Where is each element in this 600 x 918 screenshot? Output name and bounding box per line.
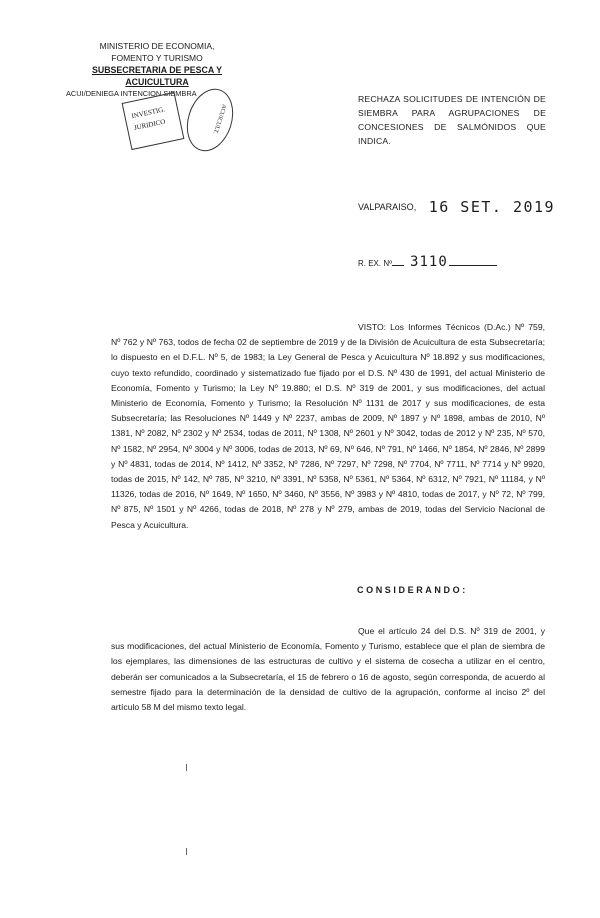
resolution-number-line xyxy=(358,254,497,270)
visto-paragraph: VISTO: Los Informes Técnicos (D.Ac.) Nº 759, Nº 762 y Nº 763, todos de fecha 02 de septiembre de 2019 y de la División de Acuicultura de esta Subsecretaría; lo dispuesto en el D.F.L. Nº 5, de 1983; la Ley General de Pesca y Acuicultura Nº 18.892 y sus modificaciones, cuyo texto refundido, coordinado y sistematizado fue fijado por el D.S. Nº 430 de 1991, del actual Ministerio de Economía, Fomento y Turismo; la Ley Nº 19.880; el D.S. Nº 319 de 2001, y sus modificaciones, del actual Ministerio de Economía, Fomento y Turismo; la Resolución Nº 1131 de 2017 y sus modificaciones, de esta Subsecretaría; las Resoluciones Nº 1449 y Nº 2237, ambas de 2009, Nº 1897 y Nº 1898, ambas de 2010, Nº 1381, Nº 2082, Nº 2302 y Nº 2534, todas de 2011, Nº 1308, Nº 2601 y Nº 3042, todas de 2012 y Nº 235, Nº 570, Nº 1582, Nº 2954, Nº 3004 y Nº 3006, todas de 2013, Nº 69, Nº 646, Nº 791, Nº 1466, Nº 1854, Nº 2846, Nº 2899 y Nº 4831, todas de 2014, Nº 1412, Nº 3352, Nº 7286, Nº 7297, Nº 7298, Nº 7704, Nº 7711, Nº 7714 y Nº 9920, todas de 2015, Nº 142, Nº 785, Nº 3210, Nº 3391, Nº 5358, Nº 5361, Nº 5364, Nº 6312, Nº 7921, Nº 11184, y Nº 11326, todas de 2016, Nº 1649, Nº 1650, Nº 3460, Nº 3556, Nº 3983 y Nº 4810, todas de 2017, y Nº 72, Nº 799, Nº 875, Nº 1501 y Nº 4266, todas de 2018, Nº 278 y Nº 279, ambas de 2019, todas del Servicio Nacional de Pesca y Acuicultura. xyxy=(111,322,545,530)
resolution-number: 3110 xyxy=(410,254,448,270)
resolution-label: R. EX. Nº xyxy=(358,259,393,268)
ministry-name-line1: MINISTERIO DE ECONOMIA, xyxy=(99,41,215,51)
margin-mark xyxy=(186,848,187,855)
oval-stamp-text-line2: ACUICULT. xyxy=(211,103,227,135)
margin-mark xyxy=(186,764,187,771)
blank-line-fill xyxy=(449,265,497,266)
reference-code: ACUI/DENIEGA INTENCION SIEMBRA xyxy=(66,89,197,98)
considerando-heading: CONSIDERANDO: xyxy=(357,585,468,595)
blank-line-lead xyxy=(392,265,404,266)
stamp-text-line2: JURIDICO xyxy=(133,117,167,133)
ministry-name-line2: FOMENTO Y TURISMO xyxy=(111,53,203,63)
handwritten-date: 16 SET. 2019 xyxy=(428,198,556,216)
subject-summary: RECHAZA SOLICITUDES DE INTENCIÓN DE SIEMBRA PARA AGRUPACIONES DE CONCESIONES DE SALMÓNIDOS QUE INDICA. xyxy=(358,94,546,146)
subsecretary-name: SUBSECRETARIA DE PESCA Y ACUICULTURA xyxy=(91,65,223,87)
considerando-paragraph-1: Que el artículo 24 del D.S. Nº 319 de 2001, y sus modificaciones, del actual Ministerio de Economía, Fomento y Turismo, establece que el plan de siembra de los ejemplares, las dimensiones de las estructuras de cultivo y el sistema de cosecha a utilizar en el centro, deberán ser comunicados a la Subsecretaría, el 15 de febrero o 16 de agosto, según corresponda, de acuerdo al semestre fijado para la determinación de la densidad de cultivo de la agrupación, conforme al inciso 2º del artículo 58 M del mismo texto legal. xyxy=(111,626,545,713)
date-line xyxy=(358,196,555,214)
stamp-text-line1: INVESTIG. xyxy=(130,105,166,121)
date-place: VALPARAISO, xyxy=(358,202,417,212)
rectangular-stamp xyxy=(122,92,185,150)
